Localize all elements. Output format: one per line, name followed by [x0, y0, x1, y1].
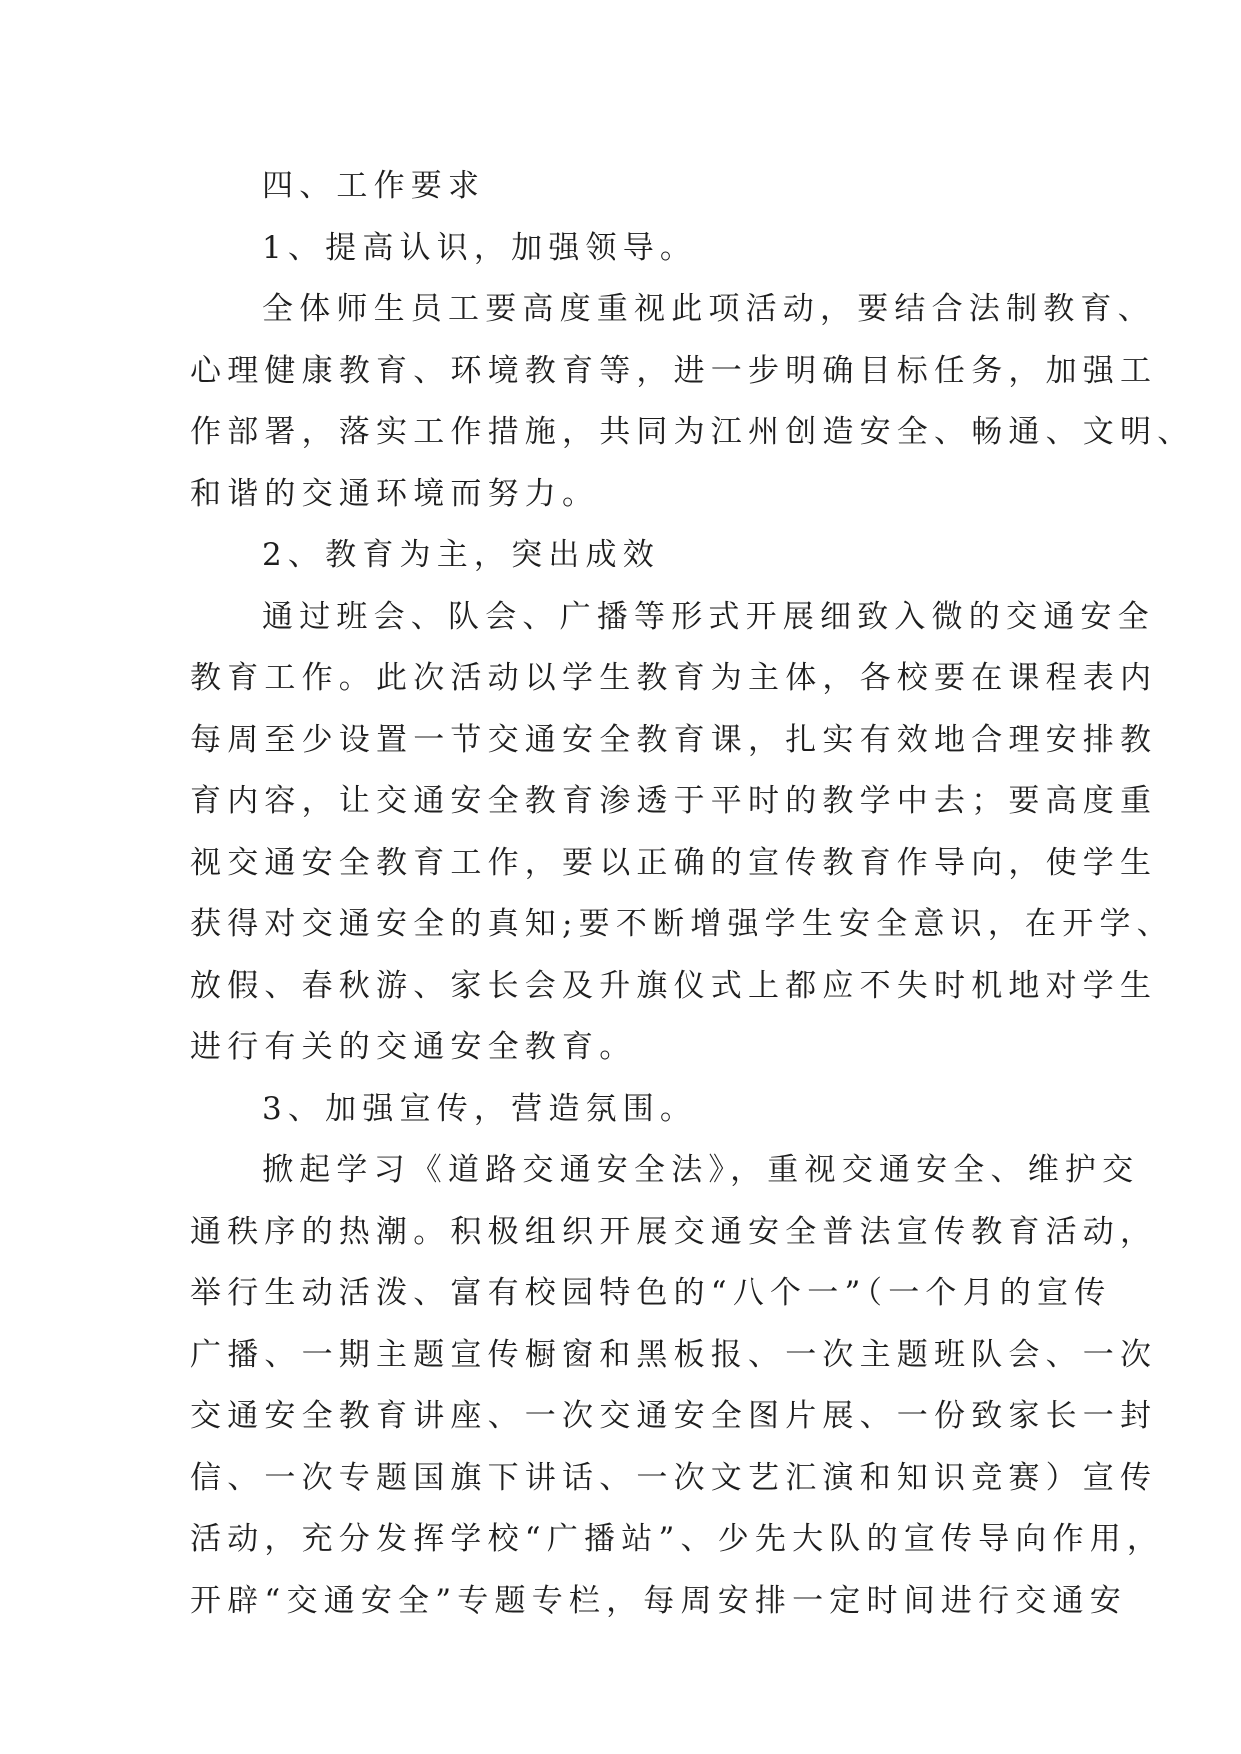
paragraph-line: 每周至少设置一节交通安全教育课，扎实有效地合理安排教: [190, 721, 1158, 758]
subsection-heading: 2、教育为主，突出成效: [262, 537, 660, 573]
paragraph-line: 掀起学习《道路交通安全法》，重视交通安全、维护交: [262, 1152, 1140, 1188]
paragraph-line: 进行有关的交通安全教育。: [190, 1029, 637, 1065]
paragraph-line: 放假、春秋游、家长会及升旗仪式上都应不失时机地对学生: [190, 967, 1158, 1004]
paragraph-line: 作部署，落实工作措施，共同为江州创造安全、畅通、文明、: [190, 414, 1195, 450]
subsection-heading: 3、加强宣传，营造氛围。: [262, 1090, 698, 1127]
paragraph-line: 交通安全教育讲座、一次交通安全图片展、一份致家长一封: [190, 1398, 1158, 1434]
paragraph-line: 开辟“交通安全”专题专栏，每周安排一定时间进行交通安: [190, 1582, 1127, 1619]
paragraph-line: 通过班会、队会、广播等形式开展细致入微的交通安全: [262, 598, 1155, 635]
paragraph-line: 获得对交通安全的真知;要不断增强学生安全意识，在开学、: [190, 906, 1174, 942]
paragraph-line: 举行生动活泼、富有校园特色的“八个一”（一个月的宣传: [190, 1275, 1112, 1311]
document-body: [190, 156, 1195, 1632]
paragraph-line: 信、一次专题国旗下讲话、一次文艺汇演和知识竞赛）宣传: [190, 1459, 1158, 1496]
paragraph-line: 和谐的交通环境而努力。: [190, 475, 600, 512]
paragraph-line: 通秩序的热潮。积极组织开展交通安全普法宣传教育活动，: [190, 1213, 1158, 1250]
paragraph-line: 全体师生员工要高度重视此项活动，要结合法制教育、: [262, 291, 1155, 327]
section-heading: 四、工作要求: [262, 168, 486, 204]
paragraph-line: 心理健康教育、环境教育等，进一步明确目标任务，加强工: [190, 352, 1158, 389]
paragraph-line: 广播、一期主题宣传橱窗和黑板报、一次主题班队会、一次: [190, 1336, 1158, 1373]
paragraph-line: 育内容，让交通安全教育渗透于平时的教学中去；要高度重: [190, 783, 1158, 819]
paragraph-line: 活动，充分发挥学校“广播站”、少先大队的宣传导向作用，: [190, 1521, 1165, 1557]
subsection-heading: 1、提高认识，加强领导。: [262, 229, 698, 266]
paragraph-line: 视交通安全教育工作，要以正确的宣传教育作导向，使学生: [190, 844, 1158, 881]
paragraph-line: 教育工作。此次活动以学生教育为主体，各校要在课程表内: [190, 660, 1158, 696]
